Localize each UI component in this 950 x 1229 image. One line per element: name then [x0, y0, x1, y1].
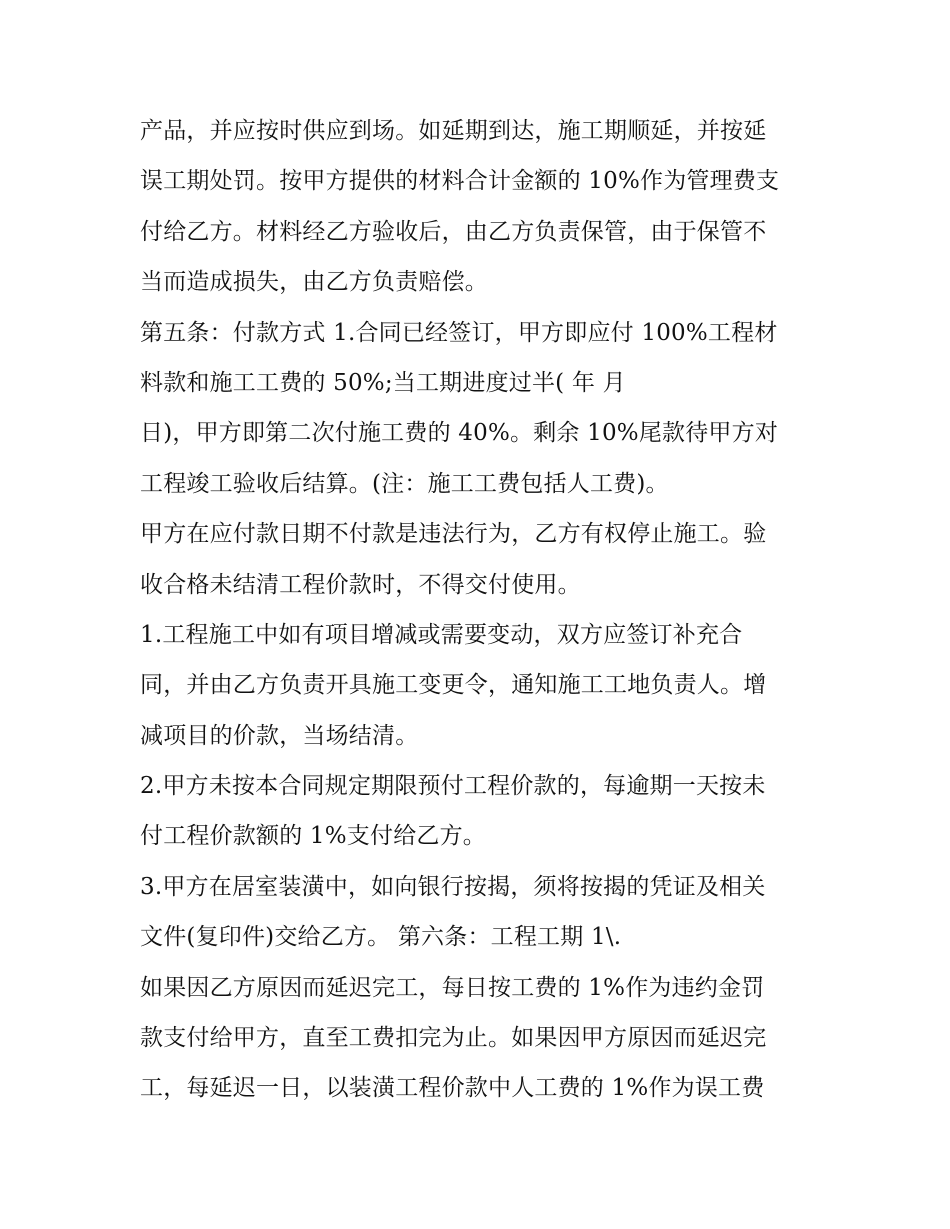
text-line: 日)，甲方即第二次付施工费的 40%。剩余 10%尾款待甲方对 — [140, 420, 779, 447]
text-line: 3.甲方在居室装潢中，如向银行按揭，须将按揭的凭证及相关 — [140, 873, 766, 900]
text-line: 甲方在应付款日期不付款是违法行为，乙方有权停止施工。验 — [140, 521, 767, 548]
text-line: 付工程价款额的 1%支付给乙方。 — [140, 823, 486, 850]
text-line: 如果因乙方原因而延迟完工，每日按工费的 1%作为违约金罚 — [140, 974, 765, 1001]
text-line: 同，并由乙方负责开具施工变更令，通知施工工地负责人。增 — [140, 672, 767, 699]
text-line: 文件(复印件)交给乙方。 第六条：工程工期 1\. — [140, 924, 622, 951]
text-line: 第五条：付款方式 1.合同已经签订，甲方即应付 100%工程材 — [140, 319, 778, 346]
text-line: 减项目的价款，当场结清。 — [140, 722, 419, 749]
text-line: 工，每延迟一日，以装潢工程价款中人工费的 1%作为误工费 — [140, 1075, 765, 1102]
text-line: 当而造成损失，由乙方负责赔偿。 — [140, 269, 488, 296]
text-line: 2.甲方未按本合同规定期限预付工程价款的，每逾期一天按未 — [140, 773, 766, 800]
text-line: 收合格未结清工程价款时，不得交付使用。 — [140, 571, 581, 598]
text-line: 误工期处罚。按甲方提供的材料合计金额的 10%作为管理费支 — [140, 168, 780, 195]
text-line: 1.工程施工中如有项目增减或需要变动，双方应签订补充合 — [140, 621, 743, 648]
text-line: 工程竣工验收后结算。(注：施工工费包括人工费)。 — [140, 470, 669, 497]
text-line: 款支付给甲方，直至工费扣完为止。如果因甲方原因而延迟完 — [140, 1025, 767, 1052]
text-line: 料款和施工工费的 50%;当工期进度过半( 年 月 — [140, 369, 626, 396]
text-line: 产品，并应按时供应到场。如延期到达，施工期顺延，并按延 — [140, 118, 767, 144]
document-body — [140, 106, 820, 1114]
text-line: 付给乙方。材料经乙方验收后，由乙方负责保管，由于保管不 — [140, 218, 767, 245]
